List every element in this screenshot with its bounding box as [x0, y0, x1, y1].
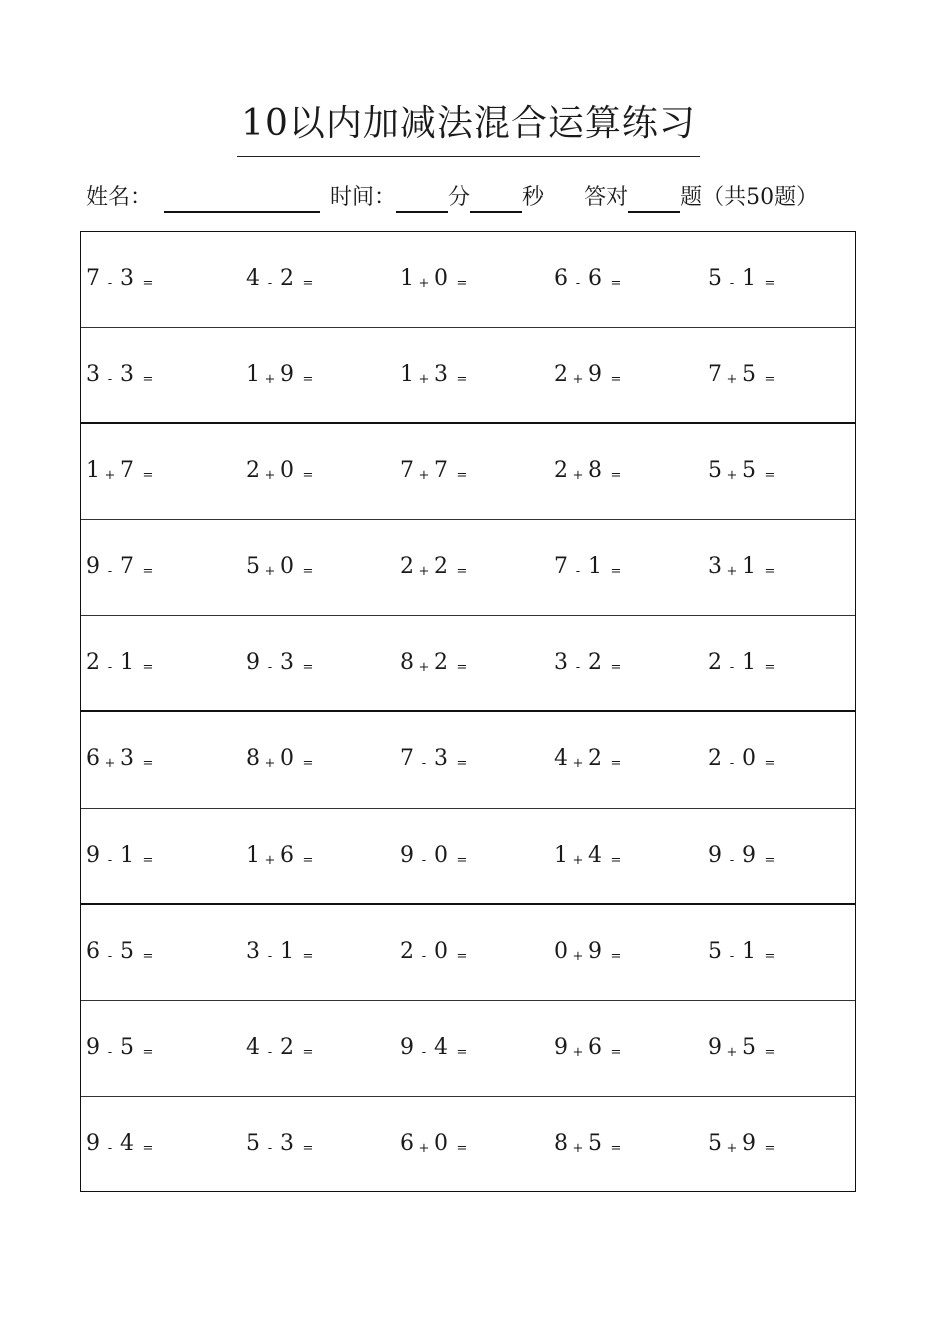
operator-sign: - [267, 276, 273, 291]
second-label: 秒 [522, 185, 545, 210]
math-problem [707, 550, 779, 584]
first-operand: 2 [400, 938, 414, 964]
student-info-line [86, 178, 866, 218]
second-operand: 2 [280, 266, 294, 291]
math-problem [245, 358, 317, 392]
equals-sign: = [302, 276, 314, 291]
operator-sign: - [421, 756, 427, 772]
math-problem [553, 646, 625, 680]
equals-sign: = [142, 660, 154, 676]
first-operand: 3 [708, 554, 722, 580]
second-operand: 1 [588, 554, 602, 580]
math-problem [399, 358, 471, 392]
first-operand: 1 [400, 362, 414, 388]
math-problem [553, 742, 625, 776]
second-operand: 4 [588, 842, 602, 868]
first-operand: 3 [246, 938, 260, 964]
problem-row [81, 1097, 855, 1193]
second-operand: 7 [434, 458, 448, 484]
equals-sign: = [142, 1044, 154, 1060]
equals-sign: = [456, 756, 468, 772]
second-operand: 2 [434, 650, 448, 676]
math-problem [399, 742, 471, 776]
math-problem [245, 454, 317, 488]
math-problem [707, 839, 779, 873]
math-problem [399, 550, 471, 584]
second-operand: 4 [120, 1130, 134, 1156]
second-operand: 3 [280, 1130, 294, 1156]
first-operand: 3 [554, 650, 568, 676]
equals-sign: = [456, 564, 468, 580]
equals-sign: = [610, 276, 622, 291]
second-operand: 1 [742, 266, 756, 291]
math-problem [85, 1031, 157, 1065]
first-operand: 2 [708, 746, 722, 772]
operator-sign: + [726, 372, 738, 388]
math-problem [85, 358, 157, 392]
operator-sign: - [729, 948, 735, 964]
equals-sign: = [142, 372, 154, 388]
equals-sign: = [142, 948, 154, 964]
operator-sign: + [418, 1140, 430, 1156]
second-operand: 1 [120, 842, 134, 868]
math-problem [399, 935, 471, 969]
second-operand: 0 [280, 554, 294, 580]
first-operand: 6 [400, 1130, 414, 1156]
second-operand: 1 [120, 650, 134, 676]
first-operand: 3 [86, 362, 100, 388]
second-operand: 9 [588, 938, 602, 964]
math-problem [553, 550, 625, 584]
minute-label: 分 [448, 185, 471, 210]
second-operand: 1 [742, 650, 756, 676]
second-operand: 4 [434, 1034, 448, 1060]
operator-sign: - [421, 1044, 427, 1060]
operator-sign: + [572, 1140, 584, 1156]
minutes-field[interactable] [396, 181, 448, 213]
first-operand: 6 [554, 266, 568, 291]
second-operand: 2 [280, 1034, 294, 1060]
operator-sign: - [575, 276, 581, 291]
operator-sign: - [729, 756, 735, 772]
equals-sign: = [764, 756, 776, 772]
second-operand: 2 [588, 650, 602, 676]
operator-sign: + [572, 372, 584, 388]
math-problem [707, 742, 779, 776]
first-operand: 2 [554, 458, 568, 484]
first-operand: 9 [86, 842, 100, 868]
operator-sign: + [726, 468, 738, 484]
second-operand: 3 [434, 362, 448, 388]
problem-row [81, 424, 855, 520]
equals-sign: = [142, 468, 154, 484]
math-problem [85, 646, 157, 680]
operator-sign: + [572, 1044, 584, 1060]
worksheet-title: 10以内加减法混合运算练习 [237, 96, 700, 157]
equals-sign: = [142, 1140, 154, 1156]
operator-sign: - [421, 852, 427, 868]
equals-sign: = [610, 852, 622, 868]
math-problem [85, 742, 157, 776]
equals-sign: = [610, 468, 622, 484]
equals-sign: = [142, 276, 154, 291]
operator-sign: - [267, 660, 273, 676]
math-problem [707, 935, 779, 969]
operator-sign: - [107, 852, 113, 868]
second-operand: 0 [434, 842, 448, 868]
equals-sign: = [764, 564, 776, 580]
name-field[interactable] [164, 181, 320, 213]
math-problem [245, 935, 317, 969]
math-problem [85, 1127, 157, 1161]
operator-sign: - [267, 1044, 273, 1060]
math-problem [399, 262, 471, 296]
total-label: 题（共50题） [680, 185, 819, 210]
first-operand: 7 [554, 554, 568, 580]
second-operand: 5 [588, 1130, 602, 1156]
equals-sign: = [142, 852, 154, 868]
equals-sign: = [142, 756, 154, 772]
operator-sign: + [418, 660, 430, 676]
problem-row [81, 616, 855, 712]
second-operand: 3 [120, 266, 134, 291]
correct-label: 答对 [584, 185, 629, 210]
operator-sign: - [107, 564, 113, 580]
equals-sign: = [302, 852, 314, 868]
second-operand: 2 [434, 554, 448, 580]
equals-sign: = [456, 276, 468, 291]
math-problem [399, 839, 471, 873]
equals-sign: = [764, 372, 776, 388]
second-operand: 0 [742, 746, 756, 772]
second-operand: 6 [280, 842, 294, 868]
second-operand: 1 [742, 554, 756, 580]
operator-sign: + [726, 564, 738, 580]
math-problem [399, 646, 471, 680]
problem-row [81, 905, 855, 1001]
math-problem [707, 1127, 779, 1161]
operator-sign: - [267, 948, 273, 964]
operator-sign: + [726, 1140, 738, 1156]
math-problem [85, 935, 157, 969]
equals-sign: = [302, 948, 314, 964]
first-operand: 1 [86, 458, 100, 484]
math-problem [707, 262, 779, 296]
operator-sign: + [572, 948, 584, 964]
equals-sign: = [302, 756, 314, 772]
equals-sign: = [142, 564, 154, 580]
math-problem [707, 1031, 779, 1065]
operator-sign: + [572, 852, 584, 868]
math-problem [85, 262, 157, 296]
problem-row [81, 712, 855, 808]
equals-sign: = [764, 276, 776, 291]
equals-sign: = [764, 1140, 776, 1156]
first-operand: 9 [554, 1034, 568, 1060]
operator-sign: - [729, 660, 735, 676]
second-operand: 9 [588, 362, 602, 388]
problem-row [81, 1001, 855, 1097]
operator-sign: - [729, 276, 735, 291]
first-operand: 9 [86, 1034, 100, 1060]
second-operand: 9 [742, 1130, 756, 1156]
first-operand: 1 [400, 266, 414, 291]
operator-sign: - [107, 948, 113, 964]
equals-sign: = [610, 1140, 622, 1156]
math-problem [553, 839, 625, 873]
first-operand: 6 [86, 938, 100, 964]
equals-sign: = [302, 468, 314, 484]
second-operand: 1 [742, 938, 756, 964]
second-operand: 2 [588, 746, 602, 772]
first-operand: 8 [554, 1130, 568, 1156]
second-operand: 5 [120, 1034, 134, 1060]
equals-sign: = [302, 372, 314, 388]
operator-sign: - [107, 276, 113, 291]
problem-row [81, 328, 855, 424]
math-problem [707, 646, 779, 680]
equals-sign: = [456, 852, 468, 868]
math-problem [707, 454, 779, 488]
second-operand: 9 [742, 842, 756, 868]
equals-sign: = [456, 372, 468, 388]
first-operand: 7 [400, 746, 414, 772]
equals-sign: = [456, 948, 468, 964]
equals-sign: = [764, 948, 776, 964]
math-problem [553, 1031, 625, 1065]
problem-grid [80, 231, 856, 1192]
second-operand: 0 [434, 1130, 448, 1156]
equals-sign: = [610, 1044, 622, 1060]
first-operand: 5 [708, 458, 722, 484]
second-operand: 3 [434, 746, 448, 772]
second-operand: 3 [120, 746, 134, 772]
first-operand: 7 [400, 458, 414, 484]
correct-count-field[interactable] [628, 181, 680, 213]
second-operand: 7 [120, 458, 134, 484]
second-operand: 3 [280, 650, 294, 676]
equals-sign: = [610, 372, 622, 388]
operator-sign: - [575, 564, 581, 580]
first-operand: 8 [400, 650, 414, 676]
first-operand: 5 [708, 266, 722, 291]
second-operand: 6 [588, 266, 602, 291]
operator-sign: + [418, 564, 430, 580]
math-problem [245, 742, 317, 776]
problem-row [81, 232, 855, 328]
operator-sign: + [264, 372, 276, 388]
equals-sign: = [302, 1140, 314, 1156]
operator-sign: + [264, 852, 276, 868]
problem-row [81, 809, 855, 905]
math-problem [553, 358, 625, 392]
math-problem [553, 454, 625, 488]
first-operand: 4 [554, 746, 568, 772]
first-operand: 5 [708, 1130, 722, 1156]
math-problem [399, 1031, 471, 1065]
operator-sign: + [418, 372, 430, 388]
second-operand: 5 [742, 458, 756, 484]
first-operand: 9 [400, 842, 414, 868]
equals-sign: = [610, 564, 622, 580]
operator-sign: + [418, 468, 430, 484]
second-operand: 6 [588, 1034, 602, 1060]
first-operand: 4 [246, 1034, 260, 1060]
operator-sign: + [264, 756, 276, 772]
operator-sign: - [107, 660, 113, 676]
math-problem [85, 550, 157, 584]
first-operand: 1 [246, 362, 260, 388]
math-problem [245, 262, 317, 296]
math-problem [707, 358, 779, 392]
second-operand: 5 [742, 362, 756, 388]
operator-sign: + [418, 276, 430, 291]
operator-sign: + [264, 468, 276, 484]
math-problem [399, 454, 471, 488]
first-operand: 6 [86, 746, 100, 772]
operator-sign: - [421, 948, 427, 964]
equals-sign: = [302, 1044, 314, 1060]
operator-sign: - [267, 1140, 273, 1156]
math-problem [245, 1127, 317, 1161]
first-operand: 9 [246, 650, 260, 676]
equals-sign: = [764, 660, 776, 676]
first-operand: 9 [708, 842, 722, 868]
operator-sign: - [729, 852, 735, 868]
first-operand: 2 [708, 650, 722, 676]
equals-sign: = [302, 660, 314, 676]
first-operand: 2 [86, 650, 100, 676]
time-label: 时间： [330, 185, 397, 210]
second-operand: 3 [120, 362, 134, 388]
second-operand: 1 [280, 938, 294, 964]
equals-sign: = [764, 852, 776, 868]
first-operand: 7 [708, 362, 722, 388]
second-operand: 0 [434, 266, 448, 291]
equals-sign: = [456, 1140, 468, 1156]
equals-sign: = [610, 756, 622, 772]
second-operand: 9 [280, 362, 294, 388]
equals-sign: = [456, 660, 468, 676]
math-problem [399, 1127, 471, 1161]
first-operand: 9 [400, 1034, 414, 1060]
first-operand: 5 [246, 1130, 260, 1156]
operator-sign: + [572, 756, 584, 772]
math-problem [553, 1127, 625, 1161]
second-operand: 5 [742, 1034, 756, 1060]
operator-sign: - [575, 660, 581, 676]
operator-sign: + [572, 468, 584, 484]
math-problem [553, 935, 625, 969]
equals-sign: = [456, 1044, 468, 1060]
math-problem [245, 646, 317, 680]
math-problem [245, 839, 317, 873]
math-problem [245, 1031, 317, 1065]
math-problem [553, 262, 625, 296]
first-operand: 9 [86, 1130, 100, 1156]
operator-sign: + [264, 564, 276, 580]
operator-sign: + [726, 1044, 738, 1060]
first-operand: 4 [246, 266, 260, 291]
second-operand: 0 [280, 458, 294, 484]
second-operand: 5 [120, 938, 134, 964]
first-operand: 5 [708, 938, 722, 964]
operator-sign: - [107, 372, 113, 388]
first-operand: 0 [554, 938, 568, 964]
first-operand: 1 [246, 842, 260, 868]
second-operand: 0 [280, 746, 294, 772]
operator-sign: + [104, 468, 116, 484]
first-operand: 8 [246, 746, 260, 772]
equals-sign: = [610, 948, 622, 964]
equals-sign: = [456, 468, 468, 484]
second-operand: 7 [120, 554, 134, 580]
first-operand: 1 [554, 842, 568, 868]
first-operand: 9 [708, 1034, 722, 1060]
second-operand: 0 [434, 938, 448, 964]
equals-sign: = [302, 564, 314, 580]
math-problem [85, 454, 157, 488]
first-operand: 2 [554, 362, 568, 388]
name-label: 姓名： [86, 185, 153, 210]
first-operand: 7 [86, 266, 100, 291]
equals-sign: = [764, 468, 776, 484]
math-problem [245, 550, 317, 584]
operator-sign: - [107, 1140, 113, 1156]
operator-sign: - [107, 1044, 113, 1060]
operator-sign: + [104, 756, 116, 772]
second-operand: 8 [588, 458, 602, 484]
problem-row [81, 520, 855, 616]
seconds-field[interactable] [470, 181, 522, 213]
math-problem [85, 839, 157, 873]
first-operand: 9 [86, 554, 100, 580]
first-operand: 2 [246, 458, 260, 484]
first-operand: 5 [246, 554, 260, 580]
equals-sign: = [610, 660, 622, 676]
first-operand: 2 [400, 554, 414, 580]
equals-sign: = [764, 1044, 776, 1060]
